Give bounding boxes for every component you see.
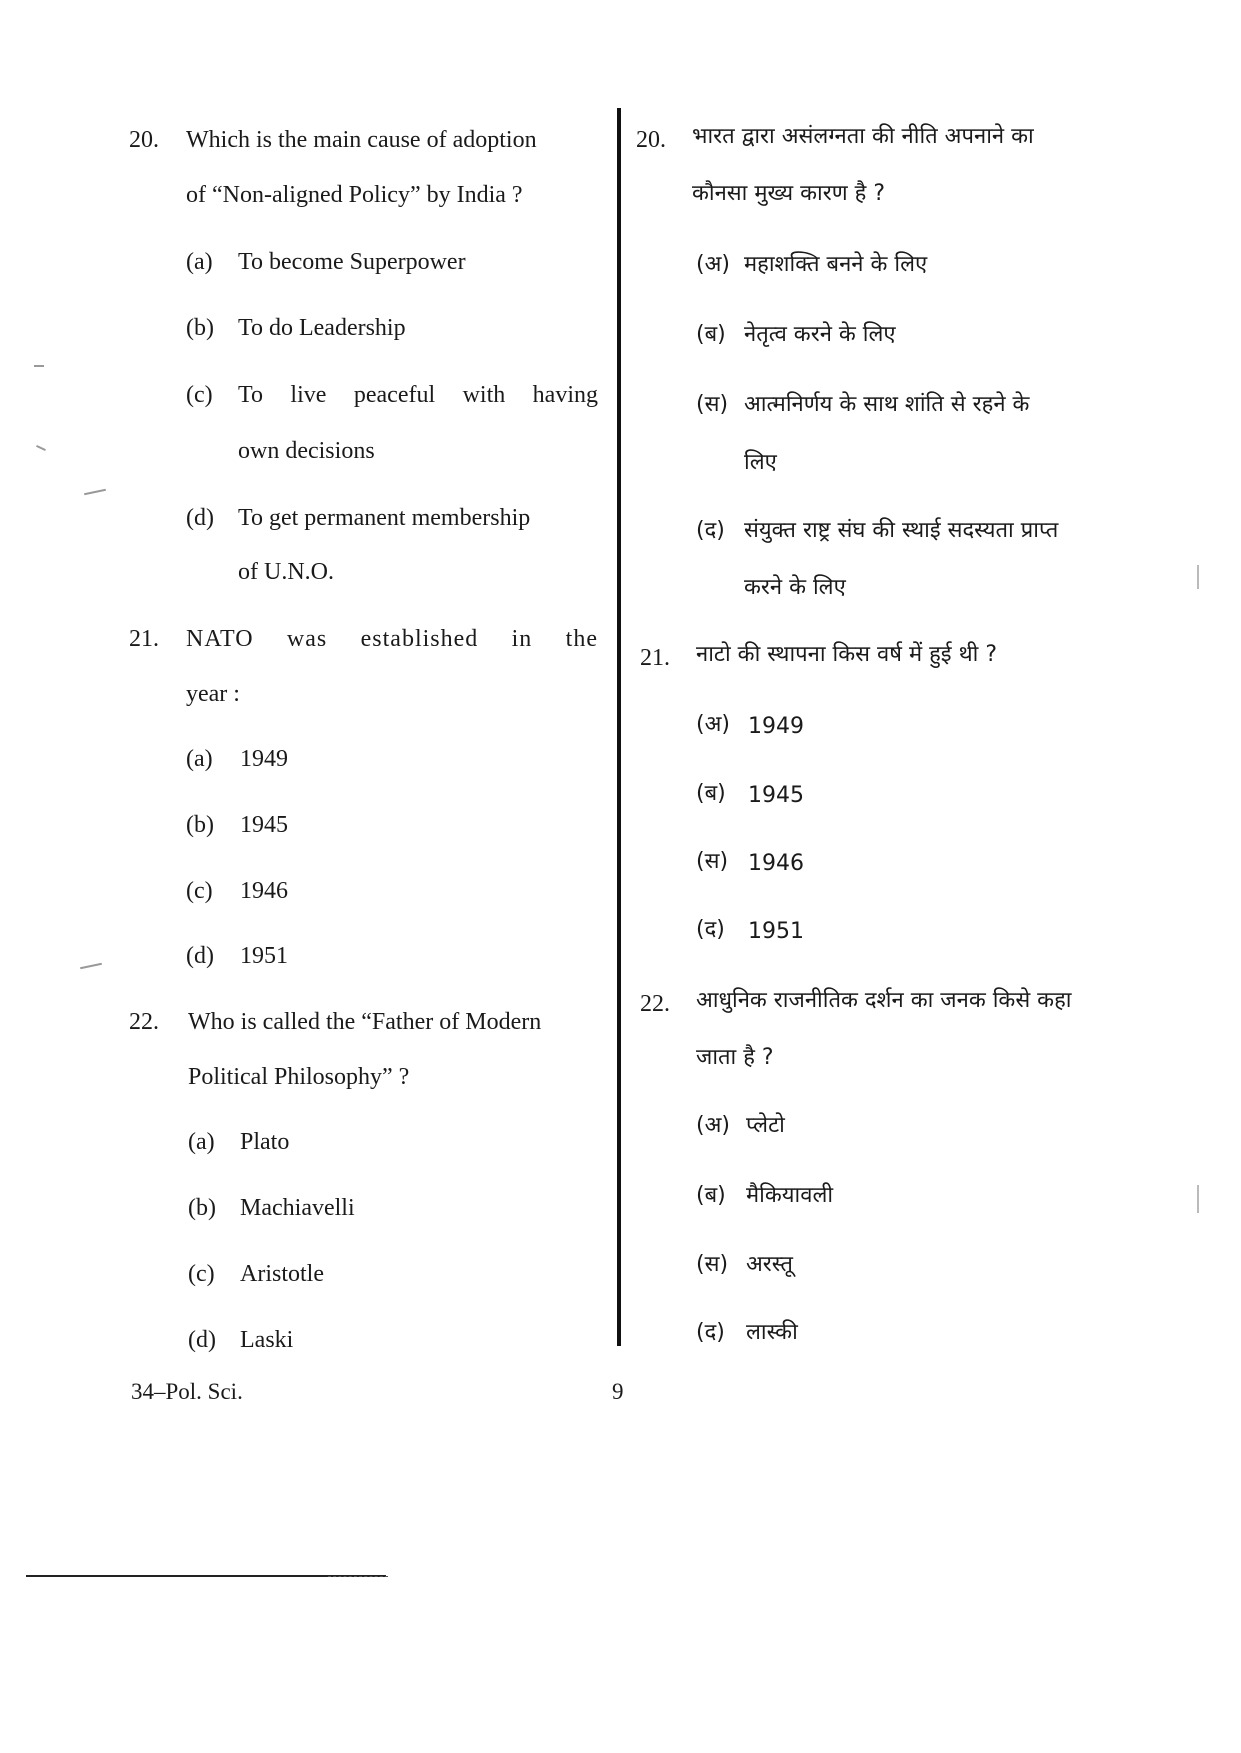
question-number: 21. — [640, 645, 670, 671]
option-label: (स) — [696, 1252, 729, 1277]
option-label: (c) — [186, 382, 213, 408]
question-number: 21. — [129, 626, 159, 652]
option-text: 1949 — [748, 714, 804, 739]
option-label: (द) — [696, 1320, 725, 1345]
option-text: अरस्तू — [746, 1252, 793, 1277]
option-label: (d) — [188, 1327, 216, 1353]
scan-mark — [34, 365, 44, 367]
option-text: करने के लिए — [744, 575, 846, 600]
scan-mark — [1197, 1185, 1199, 1213]
question-text-line: NATO was established in the — [186, 626, 598, 652]
option-label: (ब) — [696, 322, 726, 347]
scan-mark — [1197, 565, 1199, 589]
question-text-line: नाटो की स्थापना किस वर्ष में हुई थी ? — [696, 642, 997, 667]
option-text: To become Superpower — [238, 249, 466, 275]
option-text: 1946 — [240, 878, 288, 904]
question-text-line: of “Non-aligned Policy” by India ? — [186, 182, 523, 208]
page-number: 9 — [612, 1379, 624, 1404]
question-text-line: आधुनिक राजनीतिक दर्शन का जनक किसे कहा — [696, 988, 1072, 1013]
option-text: 1951 — [748, 919, 804, 944]
option-text: Laski — [240, 1327, 294, 1353]
option-label: (अ) — [696, 252, 730, 277]
option-text: To do Leadership — [238, 315, 406, 341]
question-text-line: Which is the main cause of adoption — [186, 127, 537, 153]
scan-mark — [36, 445, 46, 451]
option-text: महाशक्ति बनने के लिए — [744, 252, 928, 277]
question-text-line: Who is called the “Father of Modern — [188, 1009, 542, 1035]
option-text: 1946 — [748, 851, 804, 876]
question-number: 22. — [640, 991, 670, 1017]
option-label: (a) — [188, 1129, 215, 1155]
option-label: (c) — [188, 1261, 215, 1287]
question-number: 22. — [129, 1009, 159, 1035]
option-label: (स) — [696, 849, 729, 874]
option-text: प्लेटो — [746, 1113, 785, 1138]
question-text-line: जाता है ? — [696, 1045, 774, 1070]
option-label: (द) — [696, 917, 725, 942]
option-text: 1945 — [748, 783, 804, 808]
option-label: (a) — [186, 249, 213, 275]
option-label: (अ) — [696, 712, 730, 737]
option-text: 1949 — [240, 746, 288, 772]
option-label: (a) — [186, 746, 213, 772]
option-label: (ब) — [696, 781, 726, 806]
option-label: (ब) — [696, 1183, 726, 1208]
option-label: (d) — [186, 505, 214, 531]
option-label: (b) — [186, 315, 214, 341]
option-label: (द) — [696, 518, 725, 543]
option-text: Machiavelli — [240, 1195, 355, 1221]
footer-rule-dashed — [328, 1576, 388, 1577]
option-label: (b) — [188, 1195, 216, 1221]
question-text-line: Political Philosophy” ? — [188, 1064, 410, 1090]
option-label: (स) — [696, 392, 729, 417]
option-text: मैकियावली — [746, 1183, 834, 1208]
question-text-line: कौनसा मुख्य कारण है ? — [692, 181, 885, 206]
option-text: of U.N.O. — [238, 559, 334, 585]
option-text: Plato — [240, 1129, 290, 1155]
option-text: नेतृत्व करने के लिए — [744, 322, 896, 347]
option-text: 1945 — [240, 812, 288, 838]
option-label: (b) — [186, 812, 214, 838]
scan-mark — [84, 489, 106, 496]
paper-code: 34–Pol. Sci. — [131, 1379, 243, 1404]
option-text: आत्मनिर्णय के साथ शांति से रहने के — [744, 392, 1030, 417]
option-text: संयुक्त राष्ट्र संघ की स्थाई सदस्यता प्राप्त — [744, 518, 1059, 543]
question-number: 20. — [636, 127, 666, 153]
option-text: लिए — [744, 450, 777, 475]
option-text: 1951 — [240, 943, 288, 969]
column-divider — [617, 108, 621, 1346]
option-label: (अ) — [696, 1113, 730, 1138]
question-number: 20. — [129, 127, 159, 153]
option-text: Aristotle — [240, 1261, 324, 1287]
question-text-line: भारत द्वारा असंलग्नता की नीति अपनाने का — [692, 124, 1034, 149]
option-text: To live peaceful with having — [238, 382, 598, 408]
question-text-line: year : — [186, 681, 240, 707]
option-label: (c) — [186, 878, 213, 904]
option-text: To get permanent membership — [238, 505, 531, 531]
scan-mark — [80, 963, 102, 970]
option-text: लास्की — [746, 1320, 798, 1345]
option-label: (d) — [186, 943, 214, 969]
option-text: own decisions — [238, 438, 375, 464]
